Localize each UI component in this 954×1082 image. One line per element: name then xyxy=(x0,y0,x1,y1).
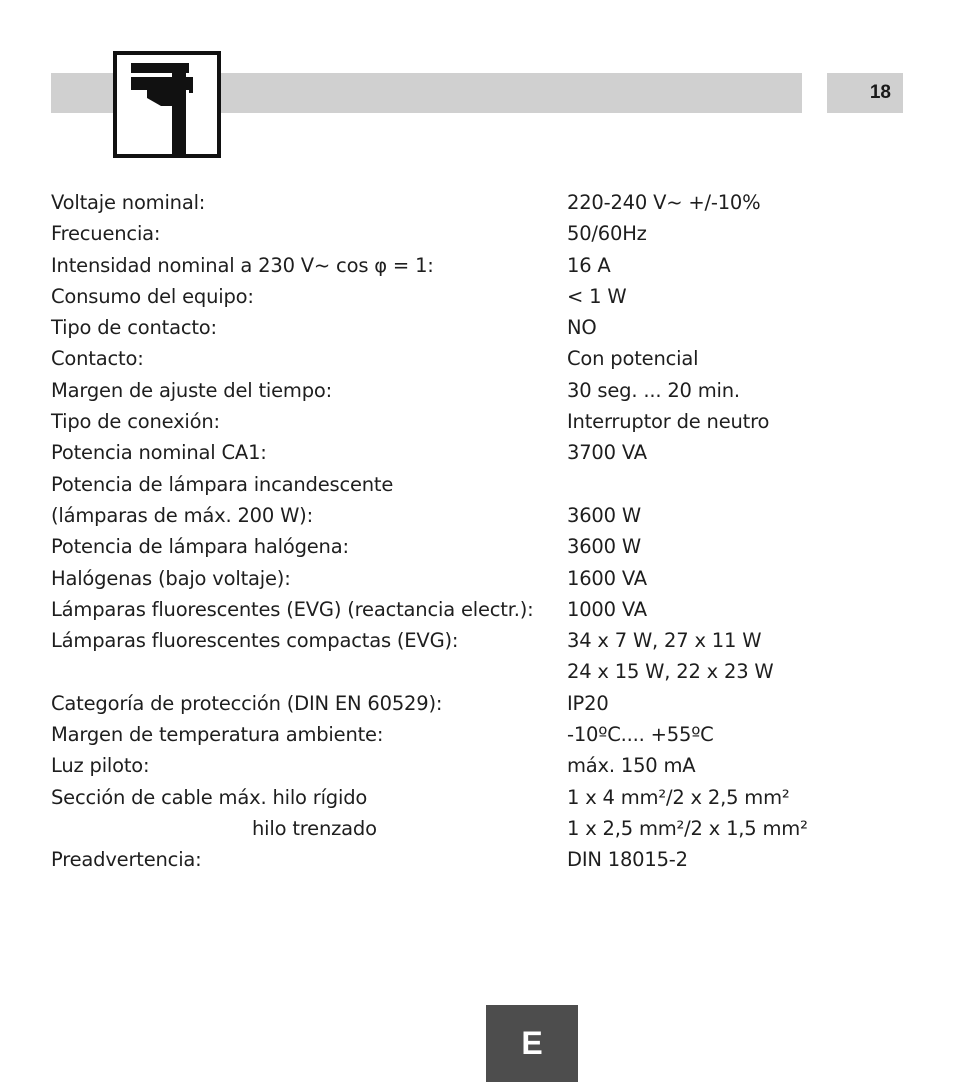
spec-row xyxy=(51,688,911,719)
spec-value: 1600 VA xyxy=(567,566,647,590)
spec-value: 3600 W xyxy=(567,535,641,559)
spec-row xyxy=(51,437,911,468)
spec-row xyxy=(51,844,911,875)
specifications-list xyxy=(51,187,911,876)
spec-label: hilo trenzado xyxy=(252,816,377,840)
spec-value: 1 x 4 mm²/2 x 2,5 mm² xyxy=(567,785,790,809)
spec-row xyxy=(51,218,911,249)
spec-label: Frecuencia: xyxy=(51,222,161,246)
spec-row xyxy=(51,782,911,813)
spec-row xyxy=(51,625,911,656)
spec-value: 3600 W xyxy=(567,503,641,527)
page-number: 18 xyxy=(827,73,903,113)
spec-label: Lámparas fluorescentes compactas (EVG): xyxy=(51,629,459,653)
spec-label: Intensidad nominal a 230 V~ cos φ = 1: xyxy=(51,253,434,277)
caliper-icon xyxy=(113,51,221,158)
spec-row xyxy=(51,594,911,625)
spec-value: 220-240 V~ +/-10% xyxy=(567,191,761,214)
spec-value: -10ºC.... +55ºC xyxy=(567,723,714,747)
spec-value: 1 x 2,5 mm²/2 x 1,5 mm² xyxy=(567,816,808,840)
spec-label: Margen de ajuste del tiempo: xyxy=(51,378,333,402)
spec-row xyxy=(51,343,911,374)
spec-value: Con potencial xyxy=(567,347,699,371)
spec-value: < 1 W xyxy=(567,284,627,308)
spec-row xyxy=(51,750,911,781)
spec-value: 34 x 7 W, 27 x 11 W xyxy=(567,629,762,653)
spec-row xyxy=(51,187,911,218)
spec-label: (lámparas de máx. 200 W): xyxy=(51,503,313,527)
spec-row xyxy=(51,312,911,343)
spec-row xyxy=(51,281,911,312)
spec-value: 3700 VA xyxy=(567,441,647,465)
spec-label: Preadvertencia: xyxy=(51,848,202,872)
spec-value: 1000 VA xyxy=(567,597,647,621)
spec-row xyxy=(51,813,911,844)
spec-value: 50/60Hz xyxy=(567,222,647,246)
spec-label: Halógenas (bajo voltaje): xyxy=(51,566,291,590)
spec-label: Tipo de contacto: xyxy=(51,316,217,340)
spec-value: 24 x 15 W, 22 x 23 W xyxy=(567,660,774,684)
spec-row xyxy=(51,469,911,500)
spec-label: Potencia de lámpara incandescente xyxy=(51,472,394,496)
spec-value: IP20 xyxy=(567,691,609,715)
spec-row xyxy=(51,406,911,437)
spec-label: Consumo del equipo: xyxy=(51,284,254,308)
spec-row xyxy=(51,719,911,750)
spec-label: Luz piloto: xyxy=(51,754,150,778)
spec-value: 30 seg. ... 20 min. xyxy=(567,378,740,402)
spec-row xyxy=(51,250,911,281)
spec-row xyxy=(51,500,911,531)
spec-label: Sección de cable máx. hilo rígido xyxy=(51,785,368,809)
spec-row xyxy=(51,656,911,687)
caliper-glyph xyxy=(117,55,217,154)
spec-label: Potencia de lámpara halógena: xyxy=(51,535,349,559)
spec-value: DIN 18015-2 xyxy=(567,848,688,872)
spec-row xyxy=(51,563,911,594)
spec-label: Potencia nominal CA1: xyxy=(51,441,267,465)
spec-label: Lámparas fluorescentes (EVG) (reactancia electr.): xyxy=(51,597,534,621)
spec-label: Voltaje nominal: xyxy=(51,191,206,214)
language-tab[interactable]: E xyxy=(486,1005,578,1082)
spec-label: Contacto: xyxy=(51,347,144,371)
spec-value: máx. 150 mA xyxy=(567,754,696,778)
spec-value: NO xyxy=(567,316,597,340)
spec-value: 16 A xyxy=(567,253,611,277)
spec-row xyxy=(51,531,911,562)
spec-label: Tipo de conexión: xyxy=(51,410,220,434)
spec-value: Interruptor de neutro xyxy=(567,410,770,434)
spec-label: Categoría de protección (DIN EN 60529): xyxy=(51,691,443,715)
spec-row xyxy=(51,375,911,406)
spec-label: Margen de temperatura ambiente: xyxy=(51,723,384,747)
